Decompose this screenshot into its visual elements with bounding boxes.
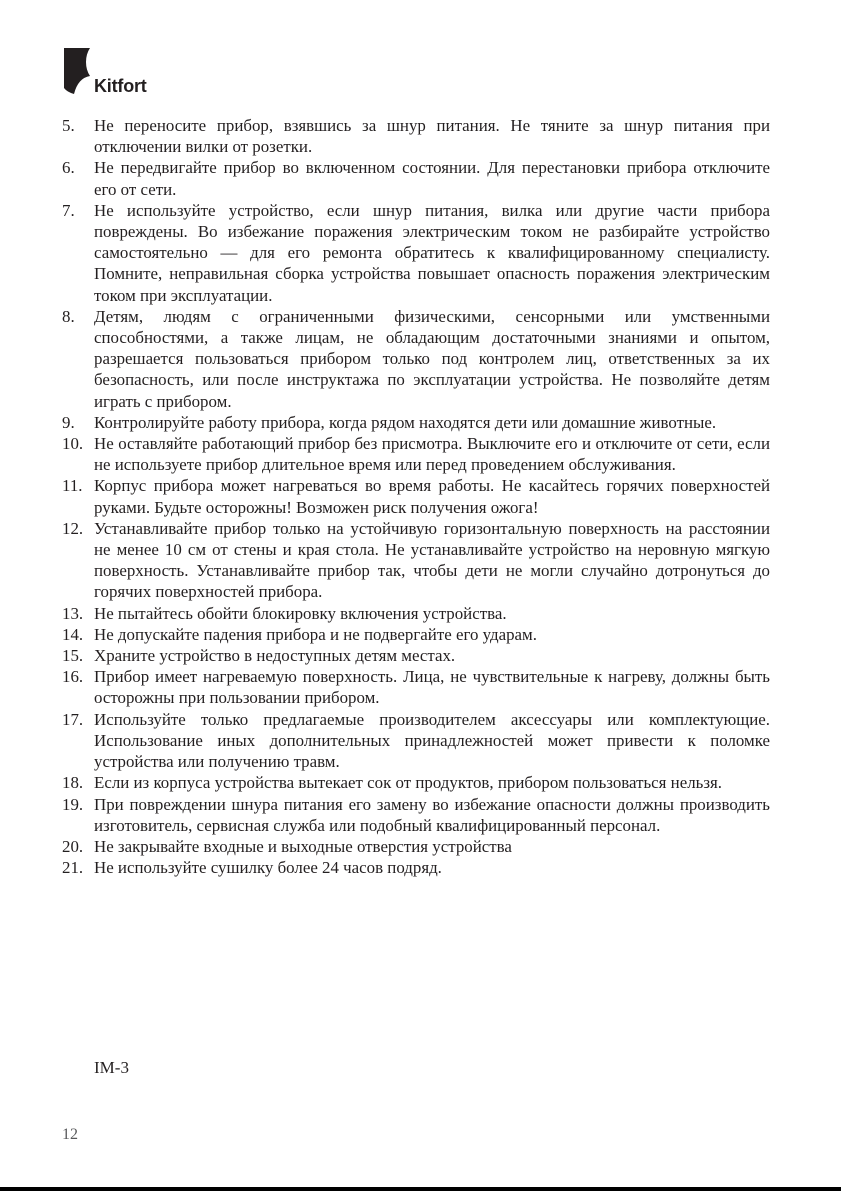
list-item — [62, 475, 770, 517]
item-text: Контролируйте работу прибора, когда рядом находятся дети или домашние животные. — [94, 412, 717, 432]
list-item — [62, 836, 770, 857]
item-number: 19. — [62, 794, 84, 814]
item-text: Корпус прибора может нагреваться во время работы. Не касайтесь горячих поверхностей руками. Будьте осторожны! Возможен риск получения ожога! — [94, 476, 770, 517]
kitfort-logo-icon — [64, 48, 92, 94]
item-number: 18. — [62, 773, 84, 793]
item-text: Не оставляйте работающий прибор без присмотра. Выключите его и отключите от сети, если не используете прибор длительное время или перед проведением обслуживания. — [94, 434, 770, 475]
item-number: 14. — [62, 624, 84, 644]
list-item — [62, 433, 770, 475]
item-text: Не используйте устройство, если шнур питания, вилка или другие части прибора повреждены. Во избежание поражения электрическим током не разбирайте устройство самостоятельно — для его ремонта обратитесь к квалифицированному специалисту. Помните, неправильная сборка устройства повышает опасность поражения электрическим током при эксплуатации. — [94, 200, 770, 305]
item-text: Если из корпуса устройства вытекает сок от продуктов, прибором пользоваться нельзя. — [94, 773, 723, 793]
item-text: При повреждении шнура питания его замену во избежание опасности должны производить изготовитель, сервисная служба или подобный квалифицированный персонал. — [94, 794, 770, 835]
item-number: 15. — [62, 646, 84, 666]
list-item — [62, 306, 770, 412]
item-text: Не пытайтесь обойти блокировку включения устройства. — [94, 603, 507, 623]
page-number: 12 — [62, 1126, 78, 1143]
item-number: 17. — [62, 709, 84, 729]
list-item — [62, 115, 770, 157]
list-item — [62, 794, 770, 836]
item-text: Не допускайте падения прибора и не подвергайте его ударам. — [94, 624, 537, 644]
item-text: Не переносите прибор, взявшись за шнур питания. Не тяните за шнур питания при отключении вилки от розетки. — [94, 116, 770, 157]
item-number: 12. — [62, 518, 84, 538]
list-item — [62, 518, 770, 603]
item-number: 9. — [62, 412, 75, 432]
item-text: Не используйте сушилку более 24 часов подряд. — [94, 858, 442, 878]
item-number: 21. — [62, 858, 84, 878]
item-number: 11. — [62, 476, 83, 496]
item-text: Прибор имеет нагреваемую поверхность. Лица, не чувствительные к нагреву, должны быть осторожны при пользовании прибором. — [94, 667, 770, 708]
list-item — [62, 624, 770, 645]
brand-name: Kitfort — [94, 76, 147, 96]
list-item — [62, 709, 770, 773]
item-number: 6. — [62, 158, 75, 178]
bottom-border — [0, 1187, 841, 1191]
item-text: Детям, людям с ограниченными физическими, сенсорными или умственными способностями, а также лицам, не обладающим достаточными знаниями и опытом, разрешается пользоваться прибором только под контролем лиц, ответственных за их безопасность, или после инструктажа по эксплуатации устройства. Не позволяйте детям играть с прибором. — [94, 306, 770, 411]
item-number: 5. — [62, 116, 75, 135]
safety-instructions-list — [62, 115, 770, 878]
list-item — [62, 857, 770, 878]
list-item — [62, 666, 770, 708]
list-item — [62, 412, 770, 433]
list-item — [62, 200, 770, 306]
list-item — [62, 603, 770, 624]
item-number: 10. — [62, 434, 84, 454]
list-item — [62, 772, 770, 793]
item-text: Храните устройство в недоступных детям местах. — [94, 646, 456, 666]
list-item — [62, 157, 770, 199]
item-text: Не закрывайте входные и выходные отверстия устройства — [94, 836, 512, 856]
item-text: Устанавливайте прибор только на устойчивую горизонтальную поверхность на расстоянии не менее 10 см от стены и края стола. Не устанавливайте устройство на неровную мягкую поверхность. Устанавливайте прибор так, чтобы дети не могли случайно дотронуться до горячих поверхностей прибора. — [94, 518, 770, 602]
item-number: 7. — [62, 200, 75, 220]
brand-logo — [64, 48, 184, 100]
item-text: Не передвигайте прибор во включенном состоянии. Для перестановки прибора отключите его от сети. — [94, 158, 770, 199]
item-number: 20. — [62, 836, 84, 856]
model-code: IM-3 — [94, 1058, 129, 1077]
list-item — [62, 645, 770, 666]
item-text: Используйте только предлагаемые производителем аксессуары или комплектующие. Использование иных дополнительных принадлежностей может привести к поломке устройства или получению травм. — [94, 709, 770, 772]
item-number: 13. — [62, 603, 84, 623]
item-number: 16. — [62, 667, 84, 687]
item-number: 8. — [62, 306, 75, 326]
